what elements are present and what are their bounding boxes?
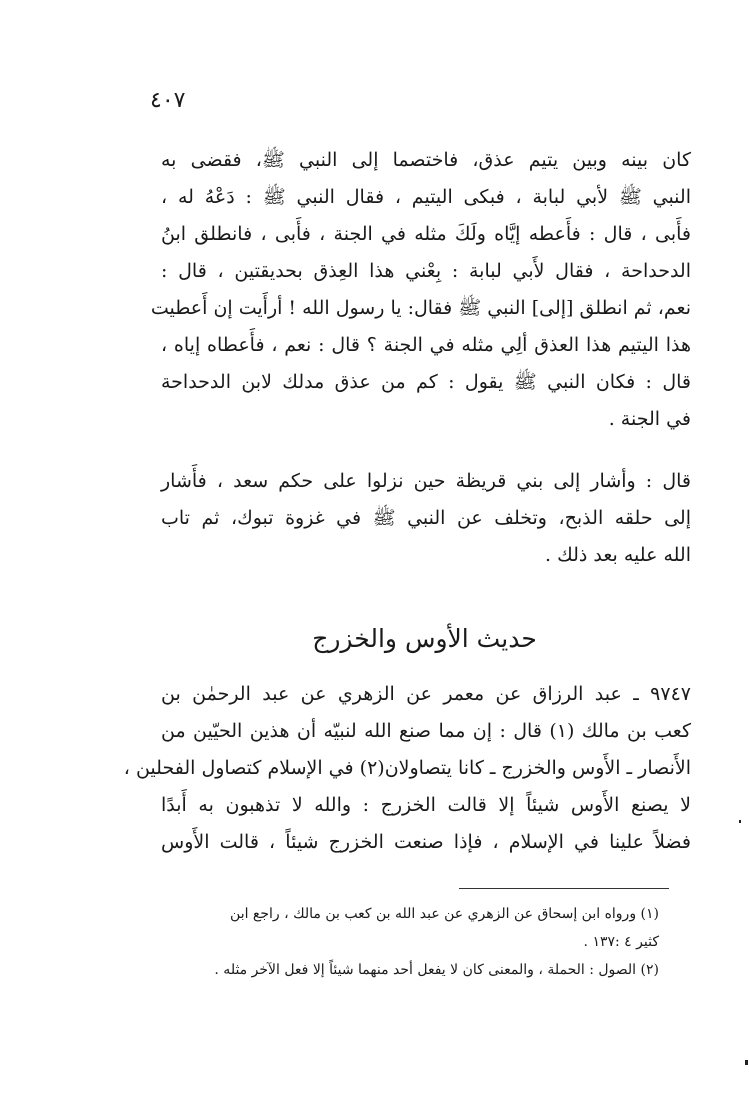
text-line: قال : وأشار إلى بني قريظة حين نزلوا على حكم سعد ، فأَشار bbox=[161, 470, 691, 492]
section-heading: حديث الأوس والخزرج bbox=[312, 624, 537, 653]
text-line: ٩٧٤٧ ـ عبد الرزاق عن معمر عن الزهري عن عبد الرحمٰن بن bbox=[161, 683, 691, 705]
text-line: كان بينه وبين يتيم عذق، فاختصما إلى النبي ﷺ، فقضى به bbox=[161, 149, 691, 171]
scan-speck bbox=[745, 1060, 748, 1065]
text-line: فأَبى ، قال : فأَعطه إيَّاه ولَكَ مثله في الجنة ، فأَبى ، فانطلق ابنُ bbox=[161, 223, 691, 245]
text-line: فضلاً علينا في الإسلام ، فإذا صنعت الخزرج شيئاً ، قالت الأَوس bbox=[161, 831, 691, 853]
footnote-1-continued: كثير ٤ :١٣٧ . bbox=[583, 934, 659, 950]
text-line: الأَنصار ـ الأَوس والخزرج ـ كانا يتصاولان(٢) في الإسلام كتصاول الفحلين ، bbox=[123, 757, 691, 779]
footnote-2: (٢) الصول : الحملة ، والمعنى كان لا يفعل أحد منهما شيئاً إلا فعل الآخر مثله . bbox=[214, 962, 659, 978]
page-number: ٤٠٧ bbox=[150, 88, 186, 113]
text-line: نعم، ثم انطلق [إلى] النبي ﷺ فقال: يا رسول الله ! أرأَيت إن أَعطيت bbox=[150, 297, 691, 319]
scan-speck bbox=[739, 820, 741, 823]
text-line: النبي ﷺ لأبي لبابة ، فبكى اليتيم ، فقال النبي ﷺ : دَعْهُ له ، bbox=[161, 186, 691, 208]
text-line: لا يصنع الأَوس شيئاً إلا قالت الخزرج : والله لا تذهبون به أَبدًا bbox=[161, 794, 691, 816]
text-line: الله عليه بعد ذلك . bbox=[545, 544, 691, 566]
paragraph-2 bbox=[161, 463, 691, 574]
text-line: إلى حلقه الذبح، وتخلف عن النبي ﷺ في غزوة تبوك، ثم تاب bbox=[161, 507, 691, 529]
text-line: في الجنة . bbox=[608, 408, 691, 430]
text-line: كعب بن مالك (١) قال : إن مما صنع الله لنبيّه أن هذين الحيّين من bbox=[161, 720, 692, 742]
footnotes bbox=[129, 900, 659, 984]
footnote-1: (١) ورواه ابن إسحاق عن الزهري عن عبد الله بن كعب بن مالك ، راجع ابن bbox=[230, 906, 659, 922]
paragraph-3 bbox=[123, 676, 692, 861]
footnote-divider bbox=[459, 888, 669, 889]
text-line: قال : فكان النبي ﷺ يقول : كم من عذق مدلك لابن الدحداحة bbox=[161, 371, 691, 393]
text-line: هذا اليتيم هذا العذق ألِي مثله في الجنة ؟ قال : نعم ، فأَعطاه إياه ، bbox=[161, 334, 691, 356]
paragraph-1 bbox=[150, 142, 691, 438]
text-line: الدحداحة ، فقال لأَبي لبابة : بِعْني هذا العِذق بحديقتين ، قال : bbox=[161, 260, 691, 282]
